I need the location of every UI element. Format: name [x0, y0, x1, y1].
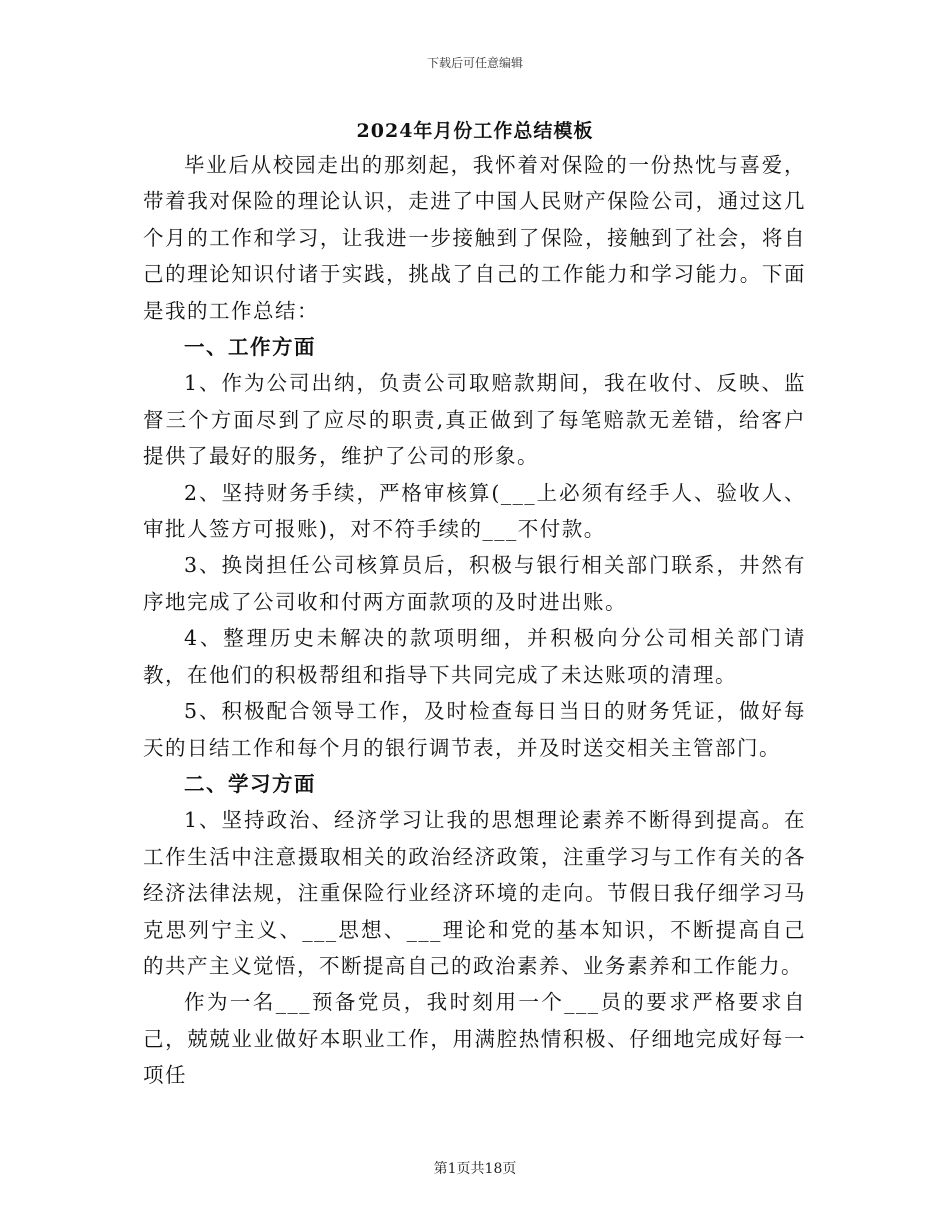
work-item-5: 5、积极配合领导工作，及时检查每日当日的财务凭证，做好每天的日结工作和每个月的银行调节表，并及时送交相关主管部门。: [143, 699, 806, 760]
work-item-3: 3、换岗担任公司核算员后，积极与银行相关部门联系，井然有序地完成了公司收和付两方面款项的及时进出账。: [143, 553, 806, 614]
party-member-paragraph: 作为一名___预备党员，我时刻用一个___员的要求严格要求自己，兢兢业业做好本职业工作，用满腔热情积极、仔细地完成好每一项任: [143, 990, 806, 1088]
page-header-note: 下载后可任意编辑: [426, 56, 523, 70]
intro-paragraph: 毕业后从校园走出的那刻起，我怀着对保险的一份热忱与喜爱，带着我对保险的理论认识，走进了中国人民财产保险公司，通过这几个月的工作和学习，让我进一步接触到了保险，接触到了社会，将自己的理论知识付诸于实践，挑战了自己的工作能力和学习能力。下面是我的工作总结：: [143, 153, 806, 323]
work-item-1: 1、作为公司出纳，负责公司取赔款期间，我在收付、反映、监督三个方面尽到了应尽的职责,真正做到了每笔赔款无差错，给客户提供了最好的服务，维护了公司的形象。: [143, 371, 806, 469]
page-number-footer: 第1页共18页: [433, 1161, 517, 1177]
work-item-4: 4、整理历史未解决的款项明细，并积极向分公司相关部门请教，在他们的积极帮组和指导下共同完成了未达账项的清理。: [143, 626, 806, 687]
section-heading-study: 二、学习方面: [184, 771, 316, 796]
study-item-1: 1、坚持政治、经济学习让我的思想理论素养不断得到提高。在工作生活中注意摄取相关的政治经济政策，注重学习与工作有关的各经济法律法规，注重保险行业经济环境的走向。节假日我仔细学习马克思列宁主义、___思想、___理论和党的基本知识，不断提高自己的共产主义觉悟，不断提高自己的政治素养、业务素养和工作能力。: [143, 808, 806, 978]
document-title: 2024年月份工作总结模板: [356, 120, 594, 142]
work-item-2: 2、坚持财务手续，严格审核算(___上必须有经手人、验收人、审批人签方可报账)，对不符手续的___不付款。: [143, 480, 806, 542]
section-heading-work: 一、工作方面: [184, 335, 316, 360]
document-body: [143, 147, 806, 1094]
